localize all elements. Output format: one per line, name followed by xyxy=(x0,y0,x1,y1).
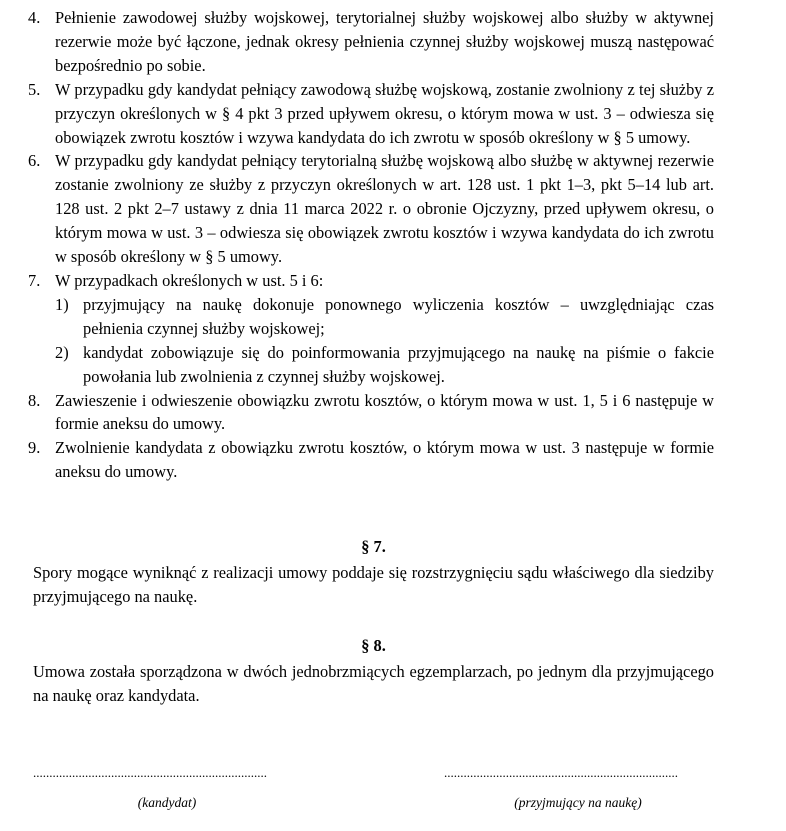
list-item xyxy=(28,269,714,389)
item-text: W przypadku gdy kandydat pełniący zawodową służbę wojskową, zostanie zwolniony z tej służby z przyczyn określonych w § 4 pkt 3 przed upływem okresu, o którym mowa w ust. 3 – odwiesza się obowiązek zwrotu kosztów i wzywa kandydata do ich zwrotu w sposób określony w § 5 umowy. xyxy=(55,79,714,147)
list-item xyxy=(28,149,714,269)
sub-list xyxy=(55,293,714,389)
section-7-text: Spory mogące wyniknąć z realizacji umowy poddaje się rozstrzygnięciu sądu właściwego dla siedziby przyjmującego na naukę. xyxy=(33,563,714,606)
item-number: 8. xyxy=(28,390,41,410)
section-8-text: Umowa została sporządzona w dwóch jednobrzmiących egzemplarzach, po jednym dla przyjmującego na naukę oraz kandydata. xyxy=(33,662,714,705)
item-text: Zawieszenie i odwieszenie obowiązku zwrotu kosztów, o którym mowa w ust. 1, 5 i 6 następuje w formie aneksu do umowy. xyxy=(55,390,714,434)
sub-item-number: 1) xyxy=(55,294,69,314)
list-item xyxy=(28,436,714,484)
item-text: Pełnienie zawodowej służby wojskowej, terytorialnej służby wojskowej albo służby w aktywnej rezerwie może być łączone, jednak okresy pełnienia czynnej służby wojskowej muszą następować bezpośrednio po sobie. xyxy=(55,8,714,75)
list-item xyxy=(28,389,714,437)
item-number: 7. xyxy=(28,270,41,290)
signature-role-candidate: (kandydat) xyxy=(137,795,197,810)
item-text: W przypadkach określonych w ust. 5 i 6: xyxy=(55,270,324,290)
section-8-heading: § 8. xyxy=(361,636,386,655)
item-text: W przypadku gdy kandydat pełniący terytorialną służbę wojskową albo służbę w aktywnej rezerwie zostanie zwolniony ze służby z przyczyn określonych w art. 128 ust. 1 pkt 1–3, pkt 5–14 lub art. 128 ust. 2 pkt 2–7 ustawy z dnia 11 marca 2022 r. o obronie Ojczyzny, przed upływem okresu, o którym mowa w ust. 3 – odwiesza się obowiązek zwrotu kosztów i wzywa kandydata do ich zwrotu w sposób określony w § 5 umowy. xyxy=(55,151,714,267)
item-number: 4. xyxy=(28,8,41,27)
paragraph-list xyxy=(28,6,714,484)
item-number: 6. xyxy=(28,151,41,171)
sub-item-text: kandydat zobowiązuje się do poinformowania przyjmującego na naukę na piśmie o fakcie powołania lub zwolnienia z czynnej służby wojskowej. xyxy=(83,342,714,386)
sub-item-text: przyjmujący na naukę dokonuje ponownego wyliczenia kosztów – uwzględniając czas pełnienia czynnej służby wojskowej; xyxy=(83,294,714,338)
list-item xyxy=(28,6,714,78)
sub-list-item xyxy=(55,341,714,389)
item-number: 9. xyxy=(28,438,41,458)
list-item xyxy=(28,78,714,150)
signature-line: ........................................................................ xyxy=(33,765,267,780)
sub-item-number: 2) xyxy=(55,342,69,362)
sub-list-item xyxy=(55,293,714,341)
item-number: 5. xyxy=(28,79,41,99)
item-text: Zwolnienie kandydata z obowiązku zwrotu kosztów, o którym mowa w ust. 3 następuje w formie aneksu do umowy. xyxy=(55,438,714,482)
signature-line: ........................................................................ xyxy=(444,765,678,780)
signature-block-institution xyxy=(444,765,712,811)
section-7-heading: § 7. xyxy=(361,537,386,556)
signature-block-candidate xyxy=(33,765,301,811)
signature-role-institution: (przyjmujący na naukę) xyxy=(514,795,642,810)
